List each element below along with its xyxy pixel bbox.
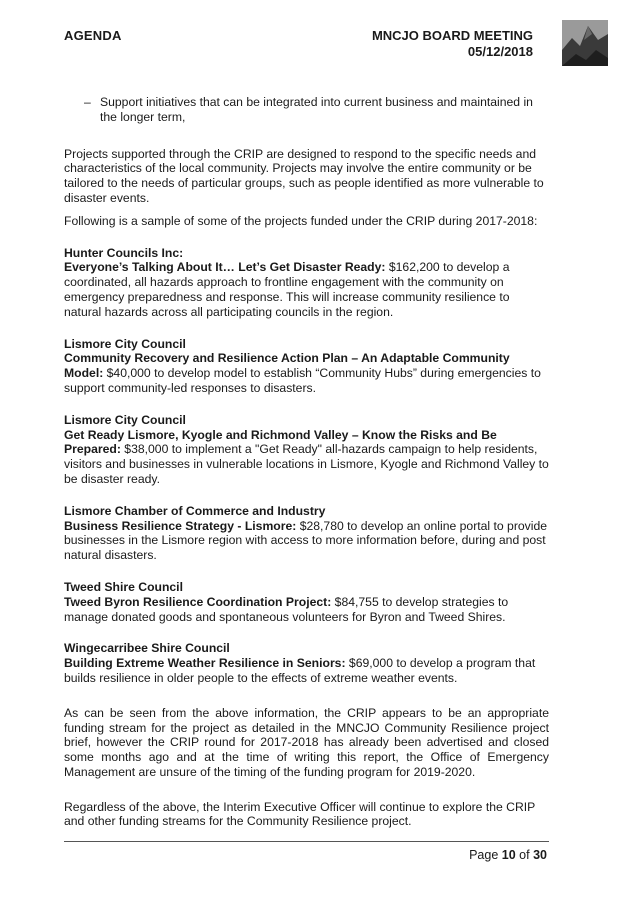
project-item (64, 413, 549, 487)
bullet-item (84, 95, 549, 125)
project-desc: $162,200 to develop a coordinated, all hazards approach to frontline engagement with the community on emergency preparedness and response. This will increase community resilience to natural hazards across all participating councils in the region. (64, 260, 510, 319)
project-desc: $38,000 to implement a "Get Ready" all-hazards campaign to help residents, visitors and businesses in vulnerable locations in Lismore, Kyogle and Richmond Valley to be disaster ready. (64, 442, 549, 486)
project-org: Lismore Chamber of Commerce and Industry (64, 503, 326, 518)
project-item (64, 580, 549, 624)
project-title: Tweed Byron Resilience Coordination Project: (64, 594, 332, 609)
project-item (64, 641, 549, 685)
page-total: 30 (533, 848, 547, 862)
mountain-logo-icon (562, 20, 608, 66)
project-title: Business Resilience Strategy - Lismore: (64, 518, 297, 533)
main-content (64, 95, 549, 829)
page-number (469, 848, 547, 862)
project-org: Lismore City Council (64, 336, 186, 351)
project-item (64, 504, 549, 563)
project-title: Everyone’s Talking About It… Let’s Get Disaster Ready: (64, 260, 386, 275)
project-org: Wingecarribee Shire Council (64, 641, 230, 656)
project-title: Community Recovery and Resilience Action Plan – An Adaptable Community Model: (64, 351, 510, 381)
project-item (64, 337, 549, 396)
header-meeting-info (372, 28, 533, 60)
project-desc: $69,000 to develop a program that builds resilience in older people to the effects of extreme weather events. (64, 656, 536, 685)
conclusion-paragraph: As can be seen from the above information, the CRIP appears to be an appropriate funding stream for the project as detailed in the MNCJO Community Resilience project brief, however the CRIP round for 2017-2018 has already been advertised and closed some months ago and at the time of writing this report, the Office of Emergency Management are unsure of the timing of the funding program for 2019-2020. (64, 705, 549, 779)
project-desc: $84,755 to develop strategies to manage donated goods and spontaneous volunteers for Byron and Tweed Shires. (64, 594, 509, 624)
page-current: 10 (501, 848, 516, 862)
project-title: Get Ready Lismore, Kyogle and Richmond Valley – Know the Risks and Be Prepared: (64, 427, 497, 457)
final-paragraph: Regardless of the above, the Interim Executive Officer will continue to explore the CRIP and other funding streams for the Community Resilience project. (64, 799, 536, 829)
header-agenda-label: AGENDA (64, 28, 122, 43)
footer-divider (64, 841, 549, 842)
project-item (64, 246, 549, 320)
project-desc: $28,780 to develop an online portal to provide businesses in the Lismore region with access to more information before, during and post natural disasters. (64, 518, 548, 563)
intro-paragraph: Projects supported through the CRIP are designed to respond to the specific needs and characteristics of the local community. Projects may involve the entire community or be tailored to the needs of particular groups, such as people identified as more vulnerable to disaster events. (64, 146, 544, 205)
project-title: Building Extreme Weather Resilience in Seniors: (64, 656, 346, 671)
bullet-dash: – (84, 95, 91, 109)
project-desc: $40,000 to develop model to establish “Community Hubs” during emergencies to support community-led responses to disasters. (64, 366, 541, 395)
page-label: Page (469, 848, 499, 862)
sample-paragraph: Following is a sample of some of the projects funded under the CRIP during 2017-2018: (64, 213, 538, 228)
project-org: Lismore City Council (64, 412, 186, 427)
header-meeting-title: MNCJO BOARD MEETING (371, 28, 533, 43)
project-org: Tweed Shire Council (64, 579, 183, 594)
bullet-text: Support initiatives that can be integrated into current business and maintained in the longer term, (100, 95, 533, 124)
page-of-label: of (519, 848, 530, 862)
project-org: Hunter Councils Inc: (64, 245, 184, 260)
header-meeting-date: 05/12/2018 (467, 44, 533, 59)
